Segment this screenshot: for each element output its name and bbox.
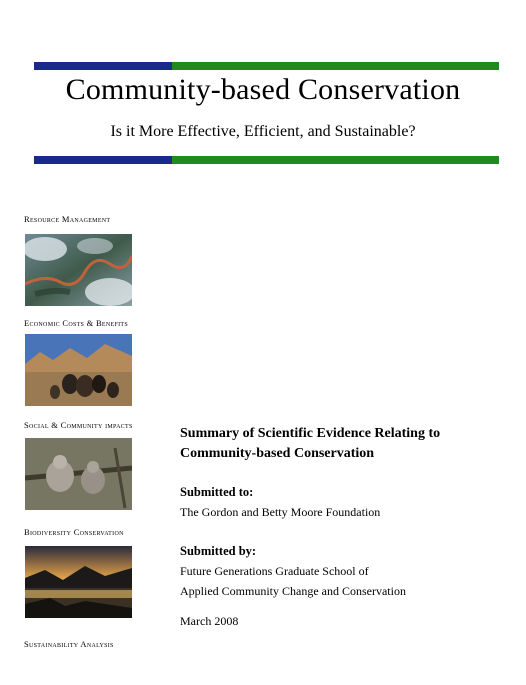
submitted-by-line2: Applied Community Change and Conservation [180, 584, 406, 598]
submitted-by-label: Submitted by: [180, 544, 257, 558]
aerial-river-landscape-photo [25, 234, 132, 306]
rule-green-segment [172, 156, 499, 164]
lake-sunset-photo [25, 546, 132, 618]
rule-blue-segment [34, 62, 172, 70]
document-date: March 2008 [180, 614, 239, 628]
header-bottom-rule [34, 156, 499, 164]
document-subtitle: Is it More Effective, Efficient, and Sustainable? [110, 123, 416, 140]
submitted-to-label: Submitted to: [180, 485, 254, 499]
summary-title: Summary of Scientific Evidence Relating to Community-based Conservation [180, 426, 441, 461]
people-gathering-in-valley-photo [25, 334, 132, 406]
monkeys-in-tree-photo [25, 438, 132, 510]
category-economic-costs-benefits: Economic Costs & Benefits [24, 318, 129, 328]
header-top-rule [34, 62, 499, 70]
rule-blue-segment [34, 156, 172, 164]
submitted-by-line1: Future Generations Graduate School of [180, 564, 369, 578]
rule-green-segment [172, 62, 499, 70]
document-title: Community-based Conservation [65, 73, 461, 106]
submitted-to-value: The Gordon and Betty Moore Foundation [180, 505, 381, 519]
category-sustainability-analysis: Sustainability Analysis [24, 639, 114, 649]
category-resource-management: Resource Management [24, 214, 111, 224]
category-biodiversity-conservation: Biodiversity Conservation [24, 527, 124, 537]
category-social-community-impacts: Social & Community impacts [24, 420, 133, 430]
